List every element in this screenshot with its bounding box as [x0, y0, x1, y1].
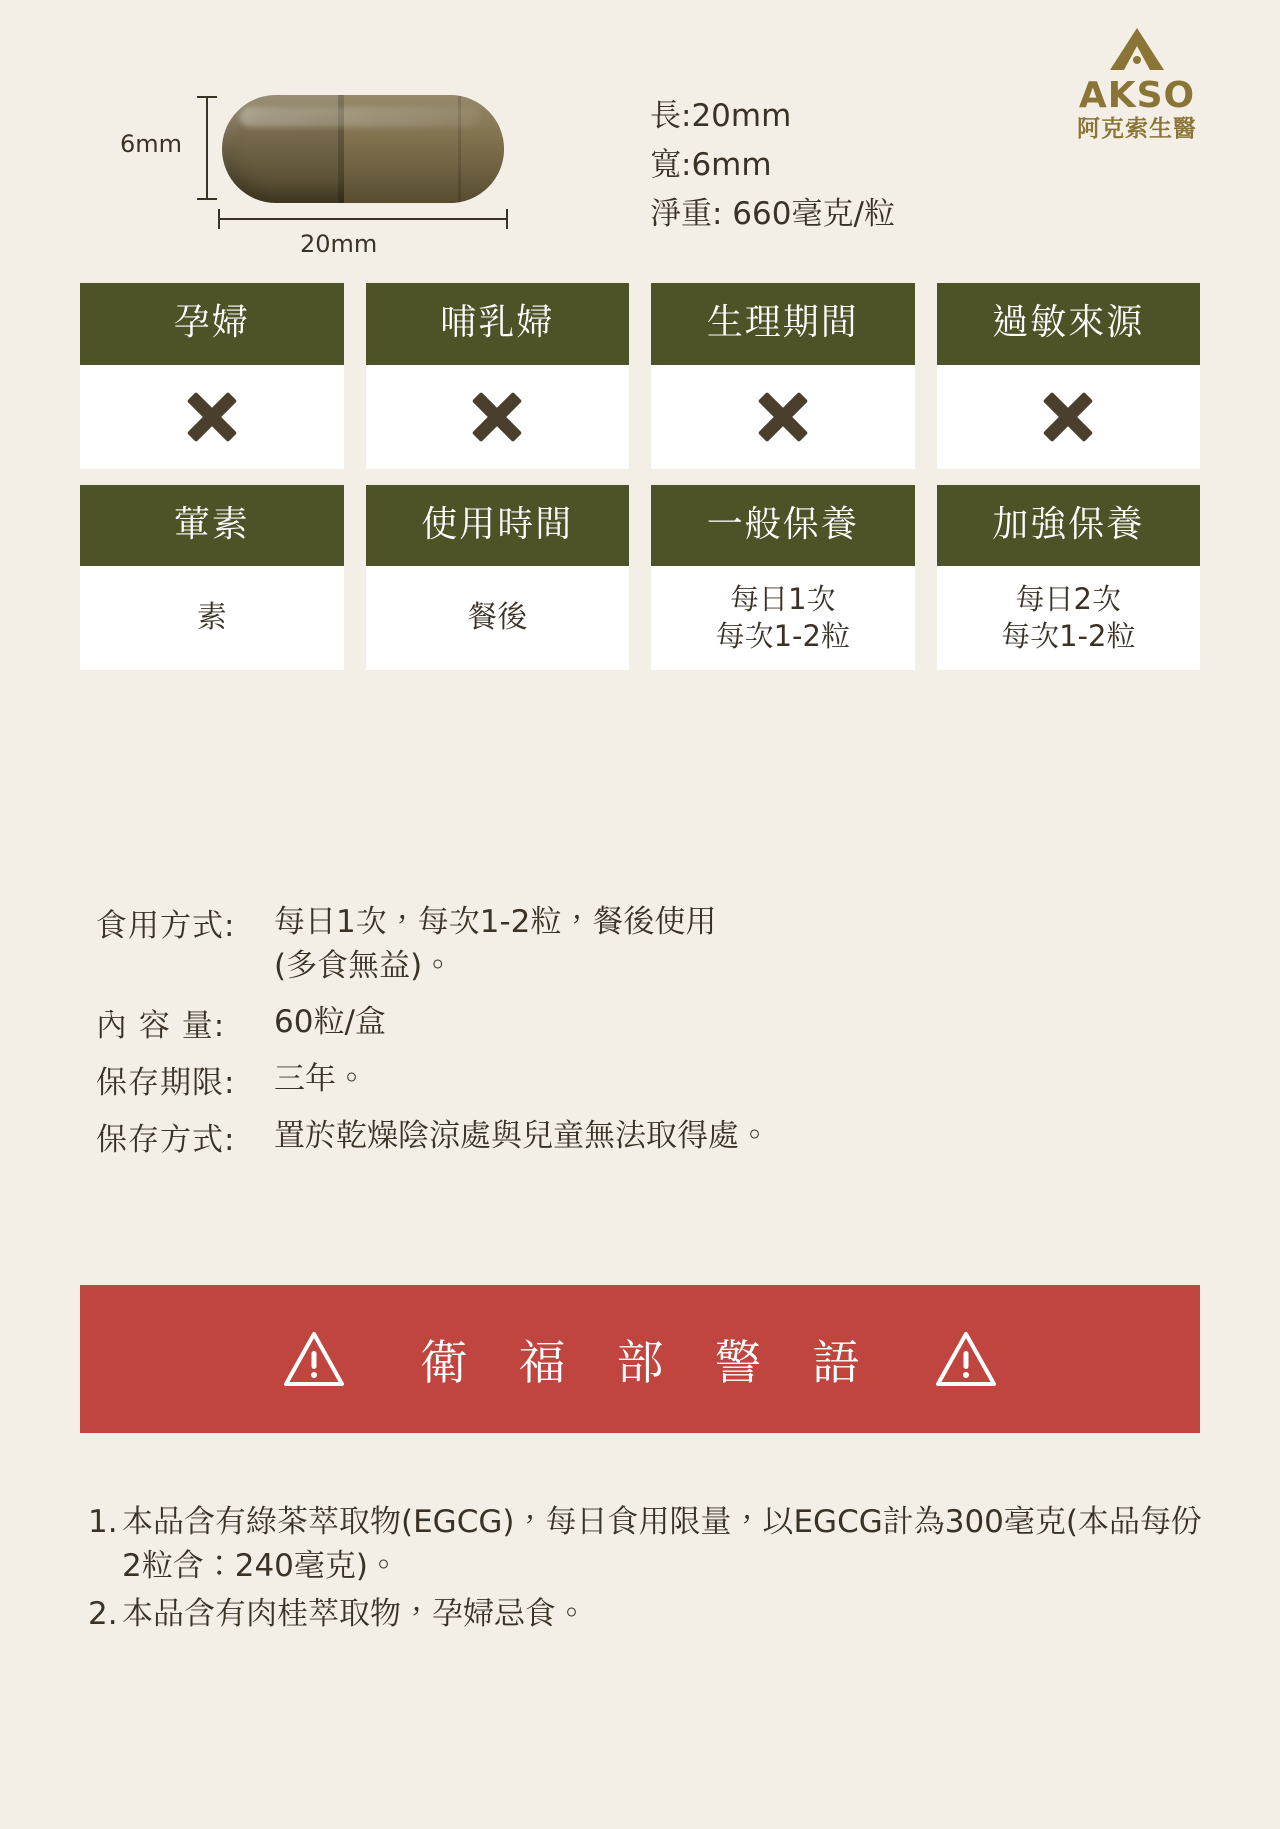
grid-head-menstruation: 生理期間 — [651, 283, 915, 365]
health-authority-warning-banner — [80, 1285, 1200, 1433]
grid-body-diet-type: 素 — [80, 566, 344, 670]
brand-subtitle: 阿克索生醫 — [1077, 116, 1197, 142]
info-label-storage: 保存方式: — [96, 1122, 236, 1159]
warning-triangle-icon — [283, 1330, 345, 1388]
info-row-quantity — [96, 1000, 1196, 1045]
x-mark-icon — [1039, 388, 1097, 446]
grid-cell-pregnant — [80, 283, 344, 469]
brand-logo — [1042, 26, 1232, 144]
grid-cell-allergen — [937, 283, 1201, 469]
info-label-quantity: 內 容 量: — [96, 1008, 226, 1045]
warning-notes — [88, 1500, 1208, 1640]
grid-head-timing: 使用時間 — [366, 485, 630, 567]
grid-body-intensive-care: 每日2次 每次1-2粒 — [937, 566, 1201, 670]
info-value-storage: 置於乾燥陰涼處與兒童無法取得處。 — [274, 1118, 770, 1155]
warning-note-1-text: 本品含有綠茶萃取物(EGCG)，每日食用限量，以EGCG計為300毫克(本品每份2粒含：240毫克)。 — [122, 1504, 1203, 1585]
grid-cell-menstruation — [651, 283, 915, 469]
spec-net-weight: 淨重: 660毫克/粒 — [650, 195, 895, 232]
info-row-usage — [96, 900, 1196, 988]
info-label-shelf-life: 保存期限: — [96, 1065, 236, 1102]
grid-body-allergen — [937, 365, 1201, 469]
spec-length: 長:20mm — [650, 98, 792, 134]
capsule-highlight — [240, 107, 480, 127]
usage-grid — [80, 283, 1200, 670]
grid-head-normal-care: 一般保養 — [651, 485, 915, 567]
x-mark-icon — [754, 388, 812, 446]
grid-body-breastfeeding — [366, 365, 630, 469]
grid-cell-intensive-care — [937, 485, 1201, 671]
warning-note-2 — [88, 1592, 1208, 1636]
warning-note-2-text: 本品含有肉桂萃取物，孕婦忌食。 — [122, 1596, 587, 1633]
x-mark-icon — [468, 388, 526, 446]
akso-logo-icon — [1042, 26, 1232, 76]
grid-cell-timing — [366, 485, 630, 671]
capsule-image — [222, 95, 504, 203]
grid-head-breastfeeding: 哺乳婦 — [366, 283, 630, 365]
info-value-shelf-life: 三年。 — [274, 1061, 367, 1098]
info-label-usage: 食用方式: — [96, 908, 236, 944]
grid-head-intensive-care: 加強保養 — [937, 485, 1201, 567]
warning-note-1-number: 1. — [88, 1504, 118, 1540]
warning-title: 衛 福 部 警 語 — [420, 1335, 878, 1391]
x-mark-icon — [183, 388, 241, 446]
warning-triangle-icon — [935, 1330, 997, 1388]
spec-list — [650, 92, 895, 239]
grid-cell-normal-care — [651, 485, 915, 671]
info-value-usage: 每日1次，每次1-2粒，餐後使用 (多食無益)。 — [274, 904, 717, 985]
width-dimension-label: 6mm — [120, 130, 183, 158]
grid-body-pregnant — [80, 365, 344, 469]
grid-head-allergen: 過敏來源 — [937, 283, 1201, 365]
info-value-quantity: 60粒/盒 — [274, 1004, 386, 1041]
length-dimension-label: 20mm — [300, 230, 378, 258]
warning-note-1 — [88, 1500, 1208, 1588]
info-row-storage — [96, 1114, 1196, 1159]
grid-cell-breastfeeding — [366, 283, 630, 469]
product-info-list — [96, 900, 1196, 1171]
capsule-diagram — [120, 90, 560, 280]
grid-body-normal-care: 每日1次 每次1-2粒 — [651, 566, 915, 670]
spec-width: 寬:6mm — [650, 146, 772, 183]
grid-cell-diet-type — [80, 485, 344, 671]
length-dimension-line — [218, 218, 508, 220]
grid-head-diet-type: 葷素 — [80, 485, 344, 567]
width-dimension-line — [206, 96, 208, 200]
grid-body-timing: 餐後 — [366, 566, 630, 670]
brand-name: AKSO — [1078, 75, 1196, 116]
grid-body-menstruation — [651, 365, 915, 469]
info-row-shelf-life — [96, 1057, 1196, 1102]
grid-head-pregnant: 孕婦 — [80, 283, 344, 365]
warning-note-2-number: 2. — [88, 1596, 118, 1633]
